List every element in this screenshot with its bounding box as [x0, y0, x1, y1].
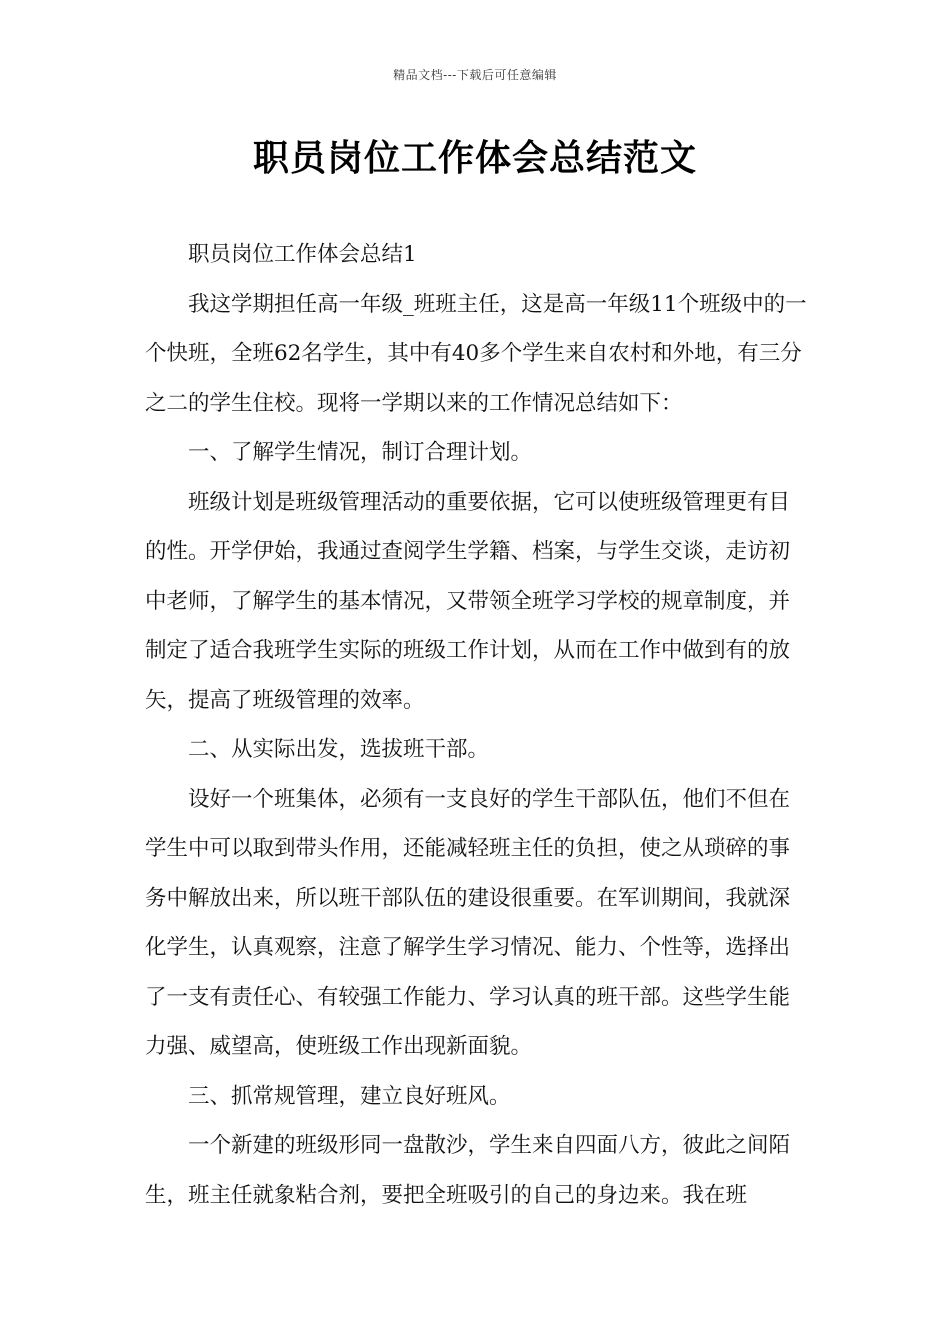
subsection-heading: 二、从实际出发，选拔班干部。	[188, 737, 490, 762]
section-heading: 职员岗位工作体会总结1	[188, 242, 417, 267]
subsection-heading: 一、了解学生情况，制订合理计划。	[188, 440, 533, 465]
body-paragraph: 一个新建的班级形同一盘散沙，学生来自四面八方，彼此之间陌生，班主任就象粘合剂，要把全班吸引的自己的身边来。我在班	[145, 1133, 791, 1208]
subsection-heading: 三、抓常规管理，建立良好班风。	[188, 1083, 511, 1109]
body-paragraph: 班级计划是班级管理活动的重要依据，它可以使班级管理更有目的性。开学伊始，我通过查阅学生学籍、档案，与学生交谈，走访初中老师，了解学生的基本情况，又带领全班学习学校的规章制度，并制定了适合我班学生实际的班级工作计划，从而在工作中做到有的放矢，提高了班级管理的效率。	[145, 489, 791, 713]
document-title: 职员岗位工作体会总结范文	[252, 137, 697, 179]
body-paragraph: 设好一个班集体，必须有一支良好的学生干部队伍，他们不但在学生中可以取到带头作用，还能减轻班主任的负担，使之从琐碎的事务中解放出来，所以班干部队伍的建设很重要。在军训期间，我就深化学生，认真观察，注意了解学生学习情况、能力、个性等，选择出了一支有责任心、有较强工作能力、学习认真的班干部。这些学生能力强、威望高，使班级工作出现新面貌。	[145, 786, 791, 1059]
header-note: 精品文档---下载后可任意编辑	[393, 68, 557, 82]
document-body	[145, 230, 810, 1220]
body-paragraph: 我这学期担任高一年级_班班主任，这是高一年级11个班级中的一个快班，全班62名学生，其中有40多个学生来自农村和外地，有三分之二的学生住校。现将一学期以来的工作情况总结如下：	[145, 291, 807, 416]
